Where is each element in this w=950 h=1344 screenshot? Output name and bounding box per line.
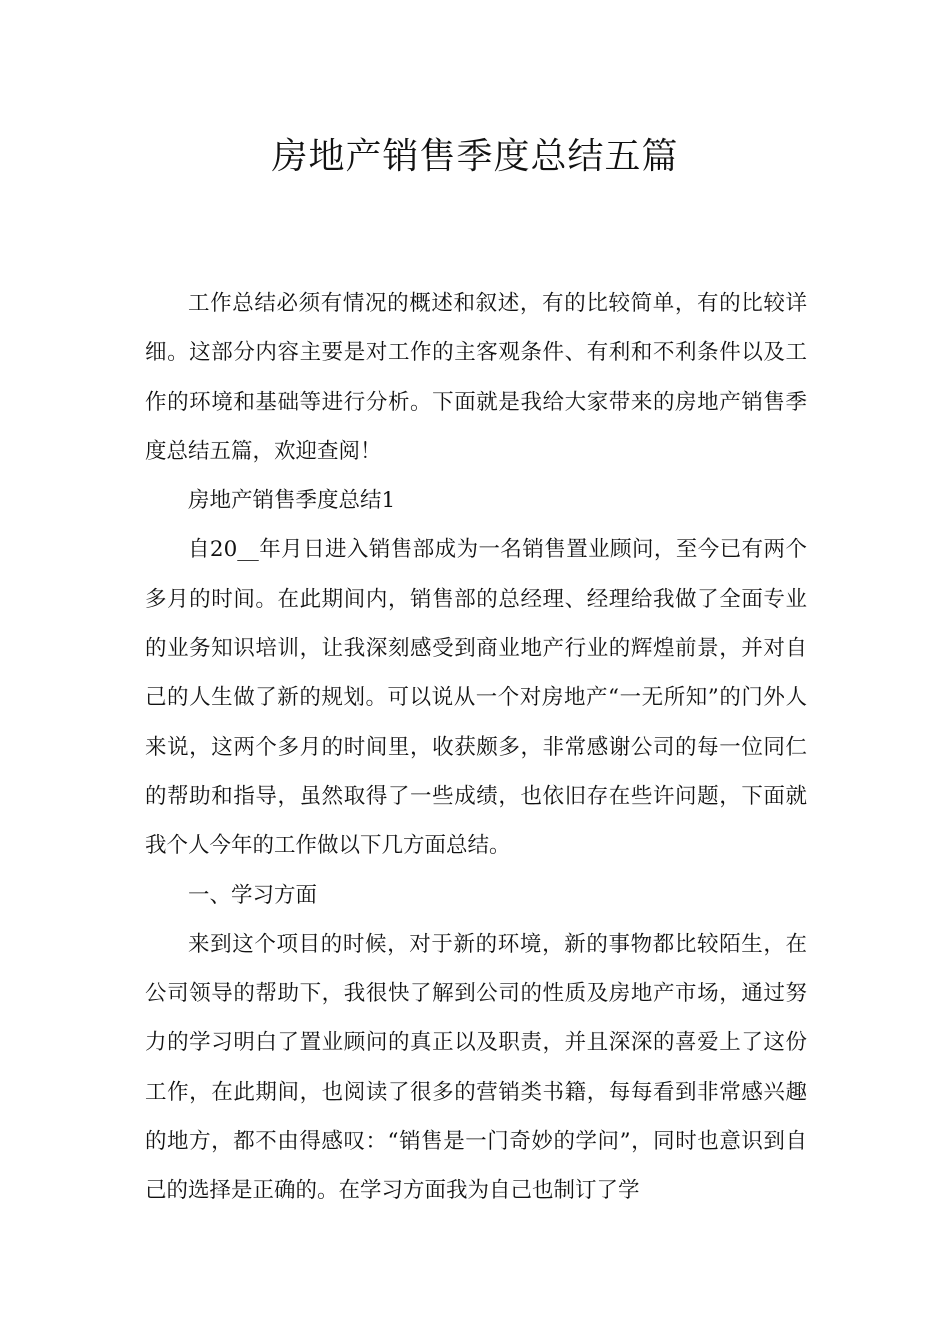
document-title: 房地产销售季度总结五篇 (271, 136, 679, 177)
body-paragraph: 来到这个项目的时候，对于新的环境，新的事物都比较陌生，在公司领导的帮助下，我很快了解到公司的性质及房地产市场，通过努力的学习明白了置业顾问的真正以及职责，并且深深的喜爱上了这份工作，在此期间，也阅读了很多的营销类书籍，每每看到非常感兴趣的地方，都不由得感叹：“销售是一门奇妙的学问”，同时也意识到自己的选择是正确的。在学习方面我为自己也制订了学 (145, 931, 807, 1204)
body-paragraph: 自20__年月日进入销售部成为一名销售置业顾问，至今已有两个多月的时间。在此期间内，销售部的总经理、经理给我做了全面专业的业务知识培训，让我深刻感受到商业地产行业的辉煌前景，并对自己的人生做了新的规划。可以说从一个对房地产“一无所知”的门外人来说，这两个多月的时间里，收获颇多，非常感谢公司的每一位同仁的帮助和指导，虽然取得了一些成绩，也依旧存在些许问题，下面就我个人今年的工作做以下几方面总结。 (145, 537, 807, 859)
section-heading-summary-1: 房地产销售季度总结1 (188, 488, 396, 514)
section-heading-learning: 一、学习方面 (188, 882, 318, 908)
intro-paragraph: 工作总结必须有情况的概述和叙述，有的比较简单，有的比较详细。这部分内容主要是对工作的主客观条件、有利和不利条件以及工作的环境和基础等进行分析。下面就是我给大家带来的房地产销售季度总结五篇，欢迎查阅！ (145, 291, 807, 464)
document-body (145, 279, 807, 1216)
